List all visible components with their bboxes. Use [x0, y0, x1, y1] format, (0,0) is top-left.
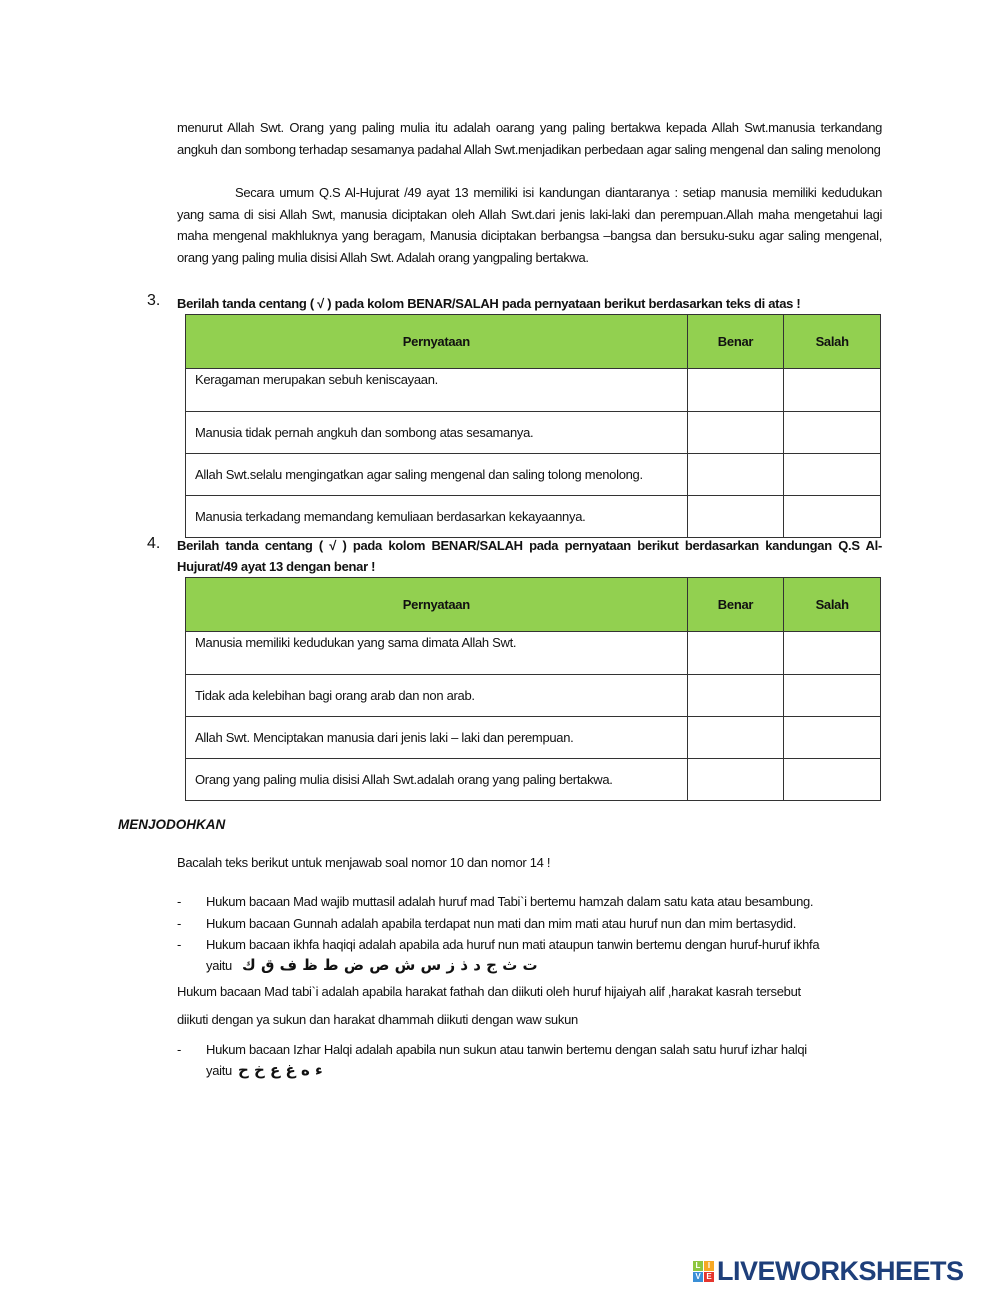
table-row	[186, 717, 881, 759]
statement: Orang yang paling mulia disisi Allah Swt.adalah orang yang paling bertakwa.	[186, 759, 688, 801]
salah-cell[interactable]	[784, 632, 881, 675]
mad-tabii-line-1: Hukum bacaan Mad tabi`i adalah apabila harakat fathah dan diikuti oleh huruf hijaiyah alif ,harakat kasrah tersebut	[177, 984, 801, 999]
dash: -	[177, 916, 182, 931]
intro-paragraph-2: Secara umum Q.S Al-Hujurat /49 ayat 13 memiliki isi kandungan diantaranya : setiap manusia memiliki kedudukan yang sama di sisi Allah Swt, manusia diciptakan oleh Allah Swt.dari jenis laki-laki dan perempuan.Allah maha mengetahui lagi maha mengenal makhluknya yang beragam, Manusia diciptakan berbangsa –bangsa dan bersuku-suku agar saling mengenal, orang yang paling mulia disisi Allah Swt. Adalah orang yangpaling bertakwa.	[177, 185, 882, 265]
benar-cell[interactable]	[687, 632, 784, 675]
liveworksheets-logo	[693, 1256, 964, 1287]
salah-cell[interactable]	[784, 496, 881, 538]
salah-cell[interactable]	[784, 759, 881, 801]
bullet-text: Hukum bacaan Izhar Halqi adalah apabila nun sukun atau tanwin bertemu dengan salah satu huruf izhar halqi	[206, 1042, 807, 1057]
bullet-item	[177, 891, 887, 912]
bullet-text: Hukum bacaan Mad wajib muttasil adalah huruf mad Tabi`i bertemu hamzah dalam satu kata atau besambung.	[206, 894, 814, 909]
header-salah: Salah	[784, 315, 881, 369]
logo-text: LIVEWORKSHEETS	[717, 1256, 964, 1286]
bullet-text: Hukum bacaan Gunnah adalah apabila terdapat nun mati dan mim mati atau huruf nun dan mim bertasydid.	[206, 916, 797, 931]
table-row	[186, 412, 881, 454]
logo-tile: V	[693, 1272, 703, 1282]
table-row	[186, 496, 881, 538]
mad-tabii-line-2: diikuti dengan ya sukun dan harakat dhammah diikuti dengan waw sukun	[177, 1012, 578, 1027]
benar-cell[interactable]	[687, 675, 784, 717]
logo-tiles-icon	[693, 1261, 714, 1282]
salah-cell[interactable]	[784, 454, 881, 496]
table-header	[186, 315, 881, 369]
statement: Manusia memiliki kedudukan yang sama dimata Allah Swt.	[186, 632, 688, 675]
question-3-text: Berilah tanda centang ( √ ) pada kolom BENAR/SALAH pada pernyataan berikut berdasarkan teks di atas !	[177, 296, 801, 311]
header-benar: Benar	[687, 315, 784, 369]
question-3-table	[185, 314, 881, 538]
header-salah: Salah	[784, 578, 881, 632]
table-header	[186, 578, 881, 632]
question-4-text: Berilah tanda centang ( √ ) pada kolom BENAR/SALAH pada pernyataan berikut berdasarkan kandungan Q.S Al-Hujurat/49 ayat 13 dengan benar !	[177, 538, 882, 574]
ikhfa-letters: ت ث ج د ذ ز س ش ص ض ط ظ ف ق ك	[241, 956, 538, 974]
table-row	[186, 675, 881, 717]
benar-cell[interactable]	[687, 369, 784, 412]
header-pernyataan: Pernyataan	[186, 315, 688, 369]
bullet-text: Hukum bacaan ikhfa haqiqi adalah apabila ada huruf nun mati ataupun tanwin bertemu dengan huruf-huruf ikhfa	[206, 937, 820, 952]
statement: Tidak ada kelebihan bagi orang arab dan non arab.	[186, 675, 688, 717]
section-intro: Bacalah teks berikut untuk menjawab soal nomor 10 dan nomor 14 !	[177, 855, 551, 870]
benar-cell[interactable]	[687, 454, 784, 496]
question-3-number: 3.	[147, 292, 161, 309]
intro-paragraph-1: menurut Allah Swt. Orang yang paling mulia itu adalah oarang yang paling bertakwa kepada Allah Swt.manusia terkandang angkuh dan sombong terhadap sesamanya padahal Allah Swt.menjadikan perbedaan agar saling mengenal dan saling menolong	[177, 120, 882, 157]
question-4-table	[185, 577, 881, 801]
section-heading: MENJODOHKAN	[118, 817, 226, 832]
header-benar: Benar	[687, 578, 784, 632]
dash: -	[177, 1042, 182, 1057]
table-row	[186, 454, 881, 496]
benar-cell[interactable]	[687, 759, 784, 801]
question-4-number: 4.	[147, 535, 161, 552]
salah-cell[interactable]	[784, 412, 881, 454]
logo-tile: L	[693, 1261, 703, 1271]
dash: -	[177, 937, 182, 952]
dash: -	[177, 894, 182, 909]
yaitu-label: yaitu	[206, 958, 232, 973]
logo-tile: I	[704, 1261, 714, 1271]
salah-cell[interactable]	[784, 675, 881, 717]
header-pernyataan: Pernyataan	[186, 578, 688, 632]
statement: Allah Swt. Menciptakan manusia dari jenis laki – laki dan perempuan.	[186, 717, 688, 759]
izhar-letters: ء ه غ ع خ ح	[237, 1061, 323, 1079]
table-row	[186, 759, 881, 801]
statement: Manusia terkadang memandang kemuliaan berdasarkan kekayaannya.	[186, 496, 688, 538]
statement: Allah Swt.selalu mengingatkan agar saling mengenal dan saling tolong menolong.	[186, 454, 688, 496]
salah-cell[interactable]	[784, 369, 881, 412]
yaitu-label: yaitu	[206, 1063, 232, 1078]
statement: Keragaman merupakan sebuh keniscayaan.	[186, 369, 688, 412]
bullet-item	[177, 934, 887, 976]
table-row	[186, 632, 881, 675]
bullet-item	[177, 913, 887, 934]
benar-cell[interactable]	[687, 717, 784, 759]
benar-cell[interactable]	[687, 412, 784, 454]
statement: Manusia tidak pernah angkuh dan sombong atas sesamanya.	[186, 412, 688, 454]
logo-tile: E	[704, 1272, 714, 1282]
bullet-item	[177, 1039, 887, 1081]
salah-cell[interactable]	[784, 717, 881, 759]
table-row	[186, 369, 881, 412]
benar-cell[interactable]	[687, 496, 784, 538]
